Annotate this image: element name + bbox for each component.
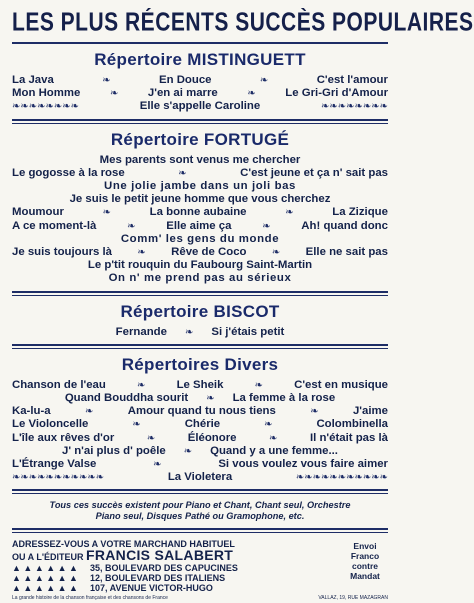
song-row <box>12 471 388 484</box>
divider <box>12 291 388 293</box>
divider <box>12 493 388 494</box>
fleuron-icon: ❧ <box>259 75 269 86</box>
or-label: OU A L'ÉDITEUR <box>12 552 84 563</box>
fleuron-icon: ❧ <box>269 432 278 444</box>
song: L'île aux rêves d'or <box>12 431 115 444</box>
song: La femme à la rose <box>232 392 336 405</box>
divider <box>12 123 388 124</box>
songs-fortuge <box>12 154 388 286</box>
song: Mon Homme <box>12 87 81 100</box>
fleuron-icon: ❧ <box>137 379 146 391</box>
fleuron-icon: ❧ <box>183 445 193 457</box>
format-notes <box>12 500 388 522</box>
song-row <box>12 100 388 113</box>
song: Amour quand tu nous tiens <box>127 405 276 418</box>
address: 107, AVENUE VICTOR-HUGO <box>90 583 213 594</box>
song: L'Étrange Valse <box>12 458 97 471</box>
song-row <box>12 167 388 180</box>
fleuron-row-icon: ❧❧❧❧❧❧❧❧ <box>320 101 388 113</box>
notes-line: Piano seul, Disques Pathé ou Gramophone, etc. <box>95 511 305 522</box>
section-title-fortuge: Répertoire FORTUGÉ <box>110 129 290 149</box>
dealer-line: ADRESSEZ-VOUS A VOTRE MARCHAND HABITUEL <box>12 539 235 550</box>
fleuron-icon: ❧ <box>264 419 273 431</box>
song: Mes parents sont venus me chercher <box>99 153 301 166</box>
fleuron-icon: ❧ <box>146 432 156 444</box>
song: J'en ai marre <box>147 87 218 100</box>
shipping-note <box>342 541 388 581</box>
notes-line: Tous ces succès existent pour Piano et Chant, Chant seul, Orchestre <box>49 500 351 511</box>
tagline: La grande histoire de la chanson française et des chansons de France <box>12 595 168 602</box>
song: Chérie <box>184 418 221 431</box>
song: Ka-lu-a <box>12 405 51 418</box>
song: Elle aime ça <box>166 219 232 232</box>
divider <box>12 119 388 121</box>
song: Je suis toujours là <box>12 246 113 259</box>
addresses <box>90 563 238 593</box>
song-row <box>12 326 388 339</box>
fleuron-icon: ❧ <box>310 406 319 418</box>
song: Le gogosse à la rose <box>12 166 125 179</box>
song-row <box>12 259 388 272</box>
song: C'est jeune et ça n' sait pas <box>240 166 388 179</box>
song: Il n'était pas là <box>309 431 388 444</box>
song-row <box>12 220 388 233</box>
song: La bonne aubaine <box>149 206 247 219</box>
song: J'aime <box>352 405 388 418</box>
song: Une jolie jambe dans un joli bas <box>104 180 296 193</box>
song: Comm' les gens du monde <box>120 232 280 245</box>
song: Quand Bouddha sourit <box>64 392 189 405</box>
song: J' n'ai plus d' poêle <box>62 444 166 457</box>
divider <box>12 344 388 346</box>
song: La Zizique <box>332 206 388 219</box>
fleuron-icon: ❧ <box>132 419 141 431</box>
song: Colombinella <box>316 418 388 431</box>
divider <box>12 348 388 349</box>
song: Le p'tit rouquin du Faubourg Saint-Martin <box>87 259 313 272</box>
fleuron-icon: ❧ <box>271 247 281 259</box>
shipping-line: Envoi <box>353 541 377 552</box>
song: Si vous voulez vous faire aimer <box>218 458 388 471</box>
song-row <box>12 246 388 259</box>
song: Ah! quand donc <box>301 219 388 232</box>
section-title-mistinguett: Répertoire MISTINGUETT <box>94 50 306 69</box>
fleuron-row-icon: ❧❧❧❧❧❧❧❧❧❧❧ <box>295 472 388 484</box>
song-row <box>12 418 388 431</box>
song: En Douce <box>158 74 212 86</box>
imprint <box>12 595 388 601</box>
song: C'est l'amour <box>316 74 388 86</box>
songs-mistinguett <box>12 74 388 114</box>
song: La Java <box>12 74 54 86</box>
song: Elle s'appelle Caroline <box>139 100 261 113</box>
song: Je suis le petit jeune homme que vous cherchez <box>69 193 331 206</box>
ornament-icon: ▲ ▲ ▲ ▲ ▲ ▲ ▲ ▲ ▲ ▲ ▲ ▲ ▲ ▲ ▲ ▲ ▲ ▲ <box>12 563 78 594</box>
song: Le Violoncelle <box>12 418 89 431</box>
address: 35, BOULEVARD DES CAPUCINES <box>90 563 238 574</box>
song-row <box>12 87 388 100</box>
song-row <box>12 74 388 87</box>
divider <box>12 295 388 296</box>
publisher-line <box>12 547 342 564</box>
fleuron-icon: ❧ <box>178 167 187 179</box>
song-row <box>12 432 388 445</box>
divider <box>12 489 388 491</box>
song: Si j'étais petit <box>211 325 285 338</box>
shipping-line: contre <box>352 561 378 572</box>
fleuron-row-icon: ❧❧❧❧❧❧❧❧ <box>12 101 80 113</box>
song-row <box>12 458 388 471</box>
song: Elle ne sait pas <box>305 246 388 259</box>
song-row <box>12 379 388 392</box>
fleuron-icon: ❧ <box>184 326 194 338</box>
song: A ce moment-là <box>12 219 97 232</box>
divider <box>12 528 388 530</box>
divider <box>12 42 388 44</box>
song: Le Gri-Gri d'Amour <box>285 87 388 100</box>
fleuron-icon: ❧ <box>262 220 271 232</box>
song: Moumour <box>12 206 64 219</box>
fleuron-icon: ❧ <box>84 406 94 418</box>
address: 12, BOULEVARD DES ITALIENS <box>90 573 226 584</box>
song: On n' me prend pas au sérieux <box>108 272 292 285</box>
fleuron-icon: ❧ <box>254 379 263 391</box>
song: Le Sheik <box>176 378 224 391</box>
song-row <box>12 154 388 167</box>
song-row <box>12 405 388 418</box>
fleuron-icon: ❧ <box>206 393 215 405</box>
song-row <box>12 445 388 458</box>
song: Fernande <box>115 325 167 338</box>
poster-title: LES PLUS RÉCENTS SUCCÈS POPULAIRES <box>12 8 474 37</box>
songs-biscot <box>12 326 388 339</box>
song-row <box>12 180 388 193</box>
shipping-line: Mandat <box>350 571 380 582</box>
fleuron-icon: ❧ <box>102 75 111 86</box>
song-row <box>12 272 388 285</box>
fleuron-icon: ❧ <box>153 459 162 471</box>
fleuron-icon: ❧ <box>109 88 119 100</box>
songs-divers <box>12 379 388 485</box>
divider <box>12 532 388 533</box>
song: Rêve de Coco <box>171 246 247 259</box>
fleuron-icon: ❧ <box>137 247 146 259</box>
section-title-biscot: Répertoire BISCOT <box>120 301 280 321</box>
song: Chanson de l'eau <box>12 378 106 391</box>
fleuron-row-icon: ❧❧❧❧❧❧❧❧❧❧❧ <box>12 472 105 484</box>
fleuron-icon: ❧ <box>102 207 111 219</box>
address-block <box>12 563 342 593</box>
fleuron-icon: ❧ <box>127 220 136 232</box>
song: C'est en musique <box>294 378 388 391</box>
fleuron-icon: ❧ <box>285 207 294 219</box>
publisher-name: FRANCIS SALABERT <box>86 547 234 564</box>
publisher-block <box>12 539 342 593</box>
song-row <box>12 392 388 405</box>
publisher-footer <box>12 539 388 593</box>
song: La Violetera <box>167 471 233 484</box>
shipping-line: Franco <box>350 551 380 562</box>
printer: VALLAZ, 19, RUE MAZAGRAN <box>318 595 388 602</box>
section-title-divers: Répertoires Divers <box>121 354 279 374</box>
song-row <box>12 193 388 206</box>
song: Éléonore <box>187 431 237 444</box>
song-row <box>12 233 388 246</box>
song: Quand y a une femme... <box>210 444 338 457</box>
fleuron-icon: ❧ <box>247 88 256 100</box>
song-row <box>12 206 388 219</box>
